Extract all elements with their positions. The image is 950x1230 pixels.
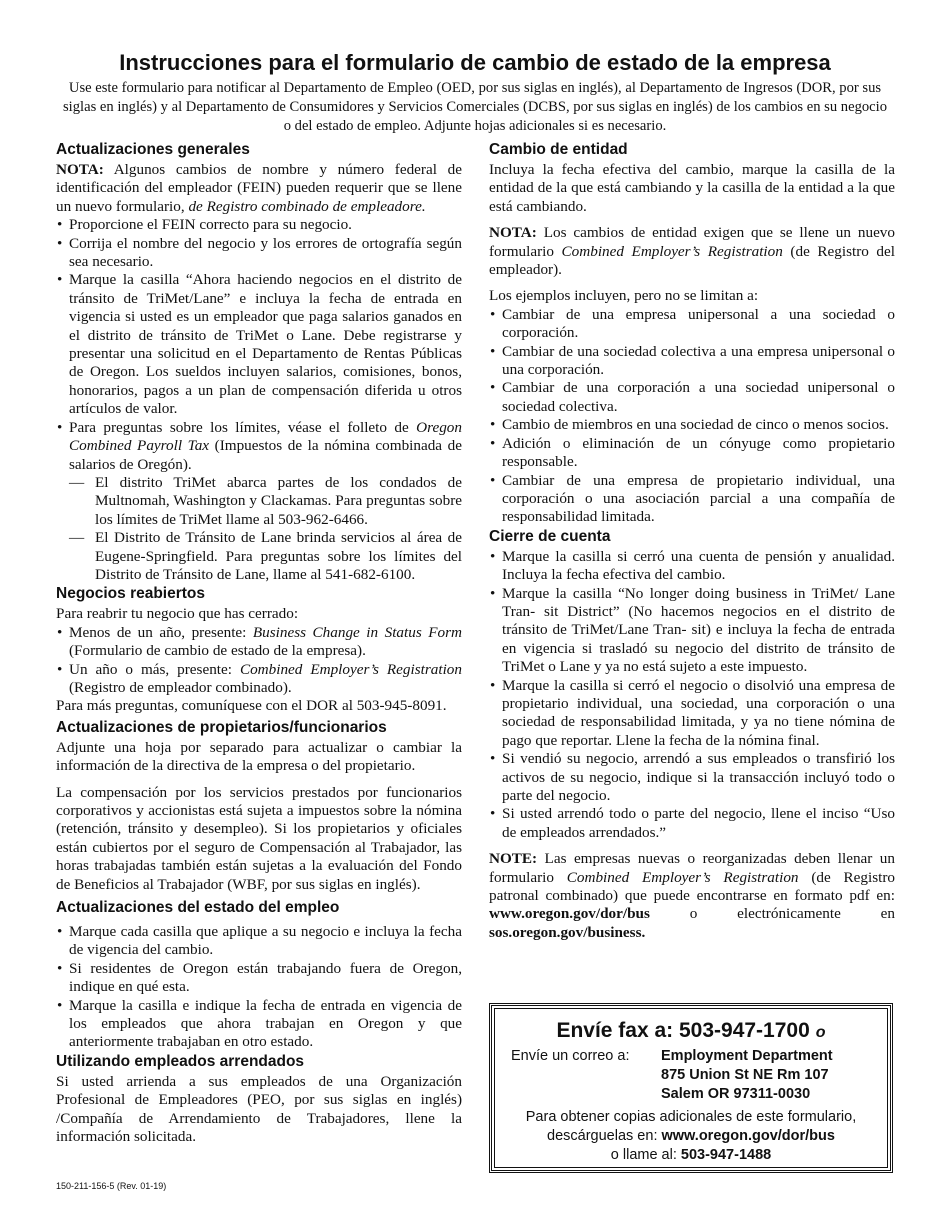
reopened-closing: Para más preguntas, comuníquese con el DOR al 503-945-8091. [56,697,447,715]
list-item: — El Distrito de Tránsito de Lane brinda servicios al área de Eugene-Springfield. Para preguntas sobre los límites del Distrito de Tránsito de Lane, llame al 541-682-6100. [68,529,462,584]
list-item: • Adición o eliminación de un cónyuge como propietario responsable. [489,435,895,472]
closure-bullets [489,548,895,843]
employment-bullets [56,923,462,1052]
mail-label: Envíe un correo a: [511,1048,630,1064]
sos-business-link[interactable]: sos.oregon.gov/business. [489,923,646,941]
list-item: • Si usted arrendó todo o parte del negocio, llene el inciso “Uso de empleados arrendados.” [489,805,895,842]
heading-account-closure: Cierre de cuenta [489,527,611,545]
list-item: • Marque la casilla e indique la fecha de entrada en vigencia de los empleados que ahora trabajan en Oregon y que anteriormente trabajaban en otro estado. [56,997,462,1052]
list-item: • Cambiar de una sociedad colectiva a una empresa unipersonal o una corporación. [489,343,895,380]
heading-leased-employees: Utilizando empleados arrendados [56,1052,305,1070]
list-item: • Corrija el nombre del negocio y los errores de ortografía según sea necesario. [56,235,462,272]
list-item: • Marque cada casilla que aplique a su negocio e incluya la fecha de vigencia del cambio. [56,923,462,960]
page-title: Instrucciones para el formulario de cambio de estado de la empresa [119,50,831,75]
left-column [56,140,462,1155]
contact-box-inner [494,1008,888,1168]
owners-paragraph-1: Adjunte una hoja por separado para actualizar o cambiar la información de la directiva de la empresa o del propietario. [56,738,462,775]
fax-line: Envíe fax a: 503-947-1700 o [556,1019,826,1042]
entity-paragraph: Incluya la fecha efectiva del cambio, marque la casilla de la entidad de la que está cambiando y la casilla de la entidad a la que está cambiando. [489,161,895,215]
form-number: 150-211-156-5 (Rev. 01-19) [56,1181,167,1191]
list-item: • Proporcione el FEIN correcto para su negocio. [56,216,462,234]
leased-paragraph: Si usted arrienda a sus empleados de una Organización Profesional de Empleadores (PEO, por sus siglas en inglés) /Compañía de Arrendamiento de Trabajadores, llene la información solicitada. [56,1072,462,1146]
heading-employment-status: Actualizaciones del estado del empleo [56,899,340,917]
right-column [489,140,895,950]
copies-info: Para obtener copias adicionales de este formulario, descárguelas en: www.oregon.gov/dor/bus o llame al: 503-947-1488 [525,1109,857,1163]
dor-bus-link[interactable]: www.oregon.gov/dor/bus [489,905,650,923]
list-item: • Cambiar de una empresa unipersonal a una sociedad o corporación. [489,306,895,343]
list-item: • Un año o más, presente: Combined Employer’s Registration (Registro de empleador combinado). [56,661,462,698]
list-item: — El distrito TriMet abarca partes de los condados de Multnomah, Washington y Clackamas. Para preguntas sobre los límites de TriMet llame al 503-962-6466. [68,474,462,529]
list-item: • Si vendió su negocio, arrendó a sus empleados o transfirió los activos de su negocio, indique si la transacción incluyó todo o parte del negocio. [489,750,895,805]
list-item: • Menos de un año, presente: Business Change in Status Form (Formulario de cambio de estado de la empresa). [56,624,462,661]
list-item: • Marque la casilla si cerró una cuenta de pensión y anualidad. Incluya la fecha efectiva del cambio. [489,548,895,585]
mail-address-block [511,1047,887,1104]
entity-note: NOTA: Los cambios de entidad exigen que se llene un nuevo formulario Combined Employer’s Registration (de Registro del empleador). [489,224,895,279]
contact-box [489,1003,893,1173]
general-note: NOTA: Algunos cambios de nombre y número federal de identificación del empleador (FEIN) pueden requerir que se llene un nuevo formulario, de Registro combinado de empleadore. [56,161,462,215]
list-item: • Para preguntas sobre los límites, véase el folleto de Oregon Combined Payroll Tax (Impuestos de la nómina combinada de salarios de Oregón). [56,419,462,474]
owners-paragraph-2: La compensación por los servicios prestados por funcionarios corporativos y accionistas está sujeta a impuestos sobre la nómina (retención, tránsito y desempleo). Si los propietarios y oficiales están cubiertos por el seguro de Compensación al Trabajador, las horas trabajadas también están sujetas a la evaluación del Fondo de Beneficios al Trabajador (WBF, por sus siglas en inglés). [56,783,462,893]
list-item: • Cambiar de una corporación a una sociedad unipersonal o sociedad colectiva. [489,379,895,416]
heading-owner-updates: Actualizaciones de propietarios/funcionarios [56,718,387,736]
list-item: • Si residentes de Oregon están trabajando fuera de Oregon, indique en qué esta. [56,960,462,997]
list-item: • Cambio de miembros en una sociedad de cinco o menos socios. [489,416,895,434]
closure-note: NOTE: Las empresas nuevas o reorganizadas deben llenar un formulario Combined Employer’s Registration (de Registro patronal combinado) que puede encontrarse en formato pdf en: www.oregon.gov/dor/bus o electrónicamente en sos.oregon.gov/business. [489,850,896,941]
mail-address: Employment Department 875 Union St NE Rm 107 Salem OR 97311-0030 [661,1048,833,1102]
reopened-bullets [56,624,462,698]
heading-general-updates: Actualizaciones generales [56,141,250,158]
intro-paragraph: Use este formulario para notificar al Departamento de Empleo (OED, por sus siglas en inglés), al Departamento de Ingresos (DOR, por sus siglas en inglés) y al Departamento de Consumidores y Servicios Comerciales (DCBS, por sus siglas en inglés) de los cambios en su negocio o del estado de empleo. Adjunte hojas adicionales si es necesario. [63,80,887,134]
entity-lead: Los ejemplos incluyen, pero no se limitan a: [489,287,759,305]
list-item: • Cambiar de una empresa de propietario individual, una corporación o una asociación parcial a una compañía de responsabilidad limitada. [489,472,895,527]
entity-bullets [489,306,895,527]
general-bullets [56,216,462,474]
list-item: • Marque la casilla “Ahora haciendo negocios en el distrito de tránsito de TriMet/Lane” e incluya la fecha de entrada en vigencia si usted es un empleador que paga salarios ganados en el distrito de tránsito de TriMet o Lane. Debe registrarse y presentar una solicitud en el Departamento de Rentas Públicas de Oregon. Los sueldos incluyen salarios, comisiones, bonos, honorarios, pagos a un plan de compensación diferida u otros artículos de valor. [56,271,462,418]
district-dashes [68,474,462,584]
copies-link[interactable]: www.oregon.gov/dor/bus [661,1128,835,1144]
list-item: • Marque la casilla “No longer doing business in TriMet/ Lane Tran- sit District” (No hacemos negocios en el distrito de tránsito de TriMet/Lane Tran- sit) e incluya la fecha de entrada en vigencia si trasladó su negocio del distrito de tránsito de TriMet o Lane y ya no está sujeto a este impuesto. [489,585,895,677]
list-item: • Marque la casilla si cerró el negocio o disolvió una empresa de propietario individual, una sociedad, una corporación o una sociedad de responsabilidad limitada, y ya no tiene nómina de pago que reportar. Llene la fecha de la nómina final. [489,677,895,751]
heading-entity-change: Cambio de entidad [489,141,628,158]
copies-phone: 503-947-1488 [680,1147,772,1163]
heading-reopened-businesses: Negocios reabiertos [56,585,206,603]
reopened-lead: Para reabrir tu negocio que has cerrado: [56,605,299,623]
